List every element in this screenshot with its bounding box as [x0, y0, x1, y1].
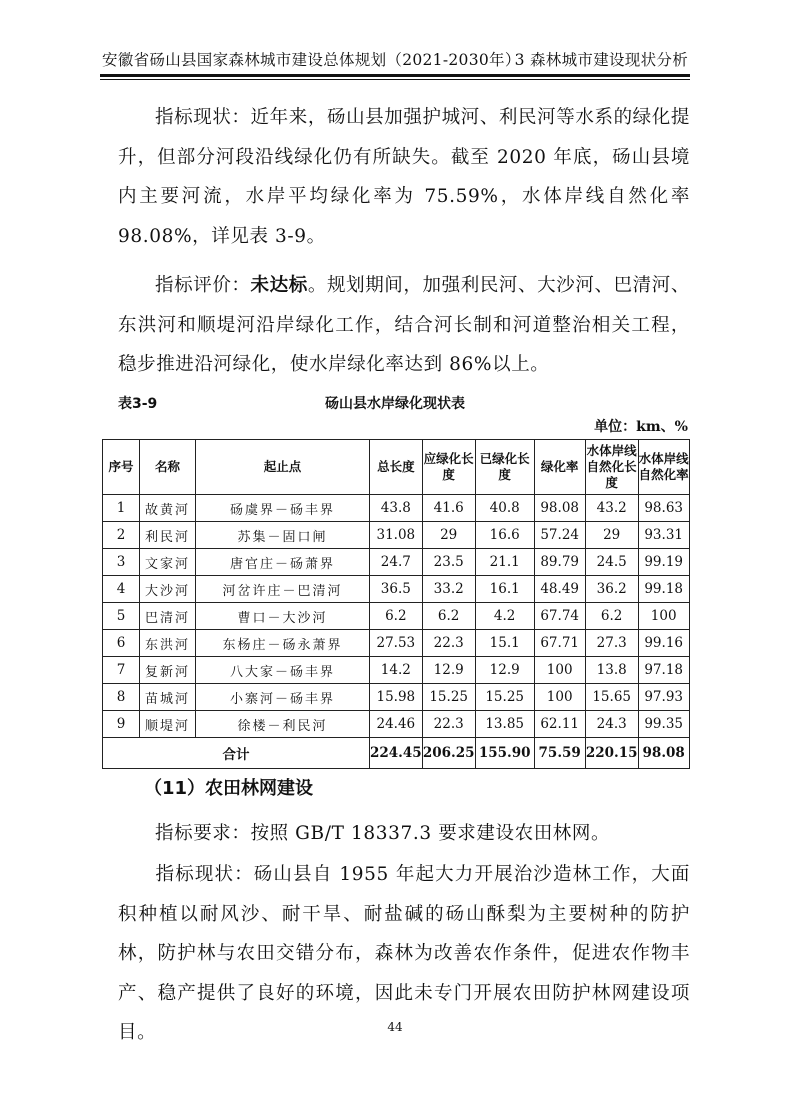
table-row — [103, 549, 690, 576]
cell-index: 6 — [103, 630, 140, 657]
cell-greened-length: 4.2 — [475, 603, 534, 630]
cell-index: 7 — [103, 657, 140, 684]
cell-name: 顺堤河 — [140, 711, 196, 738]
cell-name: 复新河 — [140, 657, 196, 684]
cell-natural-shore-rate: 99.19 — [638, 549, 689, 576]
header-index: 序号 — [103, 440, 140, 495]
cell-required-green-length: 29 — [422, 522, 475, 549]
cell-start-end: 苏集－固口闸 — [196, 522, 370, 549]
paragraph-status — [118, 98, 690, 256]
cell-natural-shore-rate: 97.18 — [638, 657, 689, 684]
paragraph-evaluation — [118, 266, 690, 385]
header-natural-shore-rate: 水体岸线自然化率 — [638, 440, 689, 495]
cell-name: 东洪河 — [140, 630, 196, 657]
cell-green-rate: 100 — [534, 684, 585, 711]
cell-total-length: 15.98 — [370, 684, 423, 711]
cell-natural-shore-length: 13.8 — [585, 657, 638, 684]
cell-greened-length: 13.85 — [475, 711, 534, 738]
paragraph-requirement — [118, 814, 690, 854]
cell-start-end: 八大家－砀丰界 — [196, 657, 370, 684]
total-cell-required-green-length: 206.25 — [422, 738, 475, 769]
total-label: 合计 — [103, 738, 370, 769]
running-header — [102, 48, 688, 70]
cell-index: 3 — [103, 549, 140, 576]
cell-name: 故黄河 — [140, 495, 196, 522]
cell-required-green-length: 12.9 — [422, 657, 475, 684]
table-row — [103, 603, 690, 630]
cell-name: 利民河 — [140, 522, 196, 549]
header-natural-shore-length: 水体岸线自然化长度 — [585, 440, 638, 495]
cell-start-end: 唐官庄－砀萧界 — [196, 549, 370, 576]
cell-start-end: 砀虞界－砀丰界 — [196, 495, 370, 522]
cell-green-rate: 48.49 — [534, 576, 585, 603]
total-cell-natural-shore-length: 220.15 — [585, 738, 638, 769]
header-green-rate: 绿化率 — [534, 440, 585, 495]
evaluation-label: 指标评价： — [155, 275, 251, 296]
cell-index: 5 — [103, 603, 140, 630]
cell-index: 9 — [103, 711, 140, 738]
header-total-length: 总长度 — [370, 440, 423, 495]
cell-green-rate: 67.74 — [534, 603, 585, 630]
header-greened-length: 已绿化长度 — [475, 440, 534, 495]
cell-natural-shore-length: 29 — [585, 522, 638, 549]
table-row — [103, 522, 690, 549]
cell-required-green-length: 41.6 — [422, 495, 475, 522]
header-name: 名称 — [140, 440, 196, 495]
cell-required-green-length: 15.25 — [422, 684, 475, 711]
total-cell-natural-shore-rate: 98.08 — [638, 738, 689, 769]
cell-greened-length: 15.1 — [475, 630, 534, 657]
cell-natural-shore-length: 24.3 — [585, 711, 638, 738]
cell-natural-shore-length: 43.2 — [585, 495, 638, 522]
header-start-end: 起止点 — [196, 440, 370, 495]
cell-name: 苗城河 — [140, 684, 196, 711]
cell-required-green-length: 23.5 — [422, 549, 475, 576]
paragraph-requirement-text: 指标要求：按照 GB/T 18337.3 要求建设农田林网。 — [155, 823, 611, 844]
cell-name: 大沙河 — [140, 576, 196, 603]
cell-required-green-length: 33.2 — [422, 576, 475, 603]
cell-start-end: 徐楼－利民河 — [196, 711, 370, 738]
cell-greened-length: 21.1 — [475, 549, 534, 576]
cell-required-green-length: 6.2 — [422, 603, 475, 630]
table-title: 砀山县水岸绿化现状表 — [325, 396, 465, 412]
cell-natural-shore-rate: 97.93 — [638, 684, 689, 711]
cell-greened-length: 15.25 — [475, 684, 534, 711]
table-row — [103, 657, 690, 684]
header-rule-thick — [100, 74, 690, 77]
cell-total-length: 6.2 — [370, 603, 423, 630]
section-heading: （11）农田林网建设 — [144, 778, 314, 799]
table-header-row — [103, 440, 690, 495]
cell-green-rate: 98.08 — [534, 495, 585, 522]
cell-natural-shore-length: 27.3 — [585, 630, 638, 657]
cell-greened-length: 40.8 — [475, 495, 534, 522]
cell-total-length: 31.08 — [370, 522, 423, 549]
cell-green-rate: 100 — [534, 657, 585, 684]
cell-natural-shore-rate: 98.63 — [638, 495, 689, 522]
cell-total-length: 24.7 — [370, 549, 423, 576]
cell-green-rate: 89.79 — [534, 549, 585, 576]
cell-total-length: 24.46 — [370, 711, 423, 738]
cell-start-end: 曹口－大沙河 — [196, 603, 370, 630]
cell-natural-shore-length: 6.2 — [585, 603, 638, 630]
cell-required-green-length: 22.3 — [422, 630, 475, 657]
table-number: 表3-9 — [118, 396, 158, 412]
table-row — [103, 630, 690, 657]
waterfront-greening-table — [102, 439, 690, 769]
cell-natural-shore-rate: 99.35 — [638, 711, 689, 738]
cell-natural-shore-rate: 93.31 — [638, 522, 689, 549]
total-cell-total-length: 224.45 — [370, 738, 423, 769]
cell-natural-shore-rate: 99.16 — [638, 630, 689, 657]
cell-green-rate: 62.11 — [534, 711, 585, 738]
cell-total-length: 14.2 — [370, 657, 423, 684]
cell-natural-shore-length: 36.2 — [585, 576, 638, 603]
table-row — [103, 576, 690, 603]
cell-total-length: 43.8 — [370, 495, 423, 522]
cell-total-length: 27.53 — [370, 630, 423, 657]
cell-start-end: 河岔许庄－巴清河 — [196, 576, 370, 603]
cell-natural-shore-length: 24.5 — [585, 549, 638, 576]
cell-name: 巴清河 — [140, 603, 196, 630]
evaluation-text: 。规划期间，加强利民河、大沙河、巴清河、东洪河和顺堤河沿岸绿化工作，结合河长制和河道整治相关工程，稳步推进沿河绿化，使水岸绿化率达到 86%以上。 — [118, 275, 690, 375]
cell-green-rate: 67.71 — [534, 630, 585, 657]
cell-index: 8 — [103, 684, 140, 711]
header-chapter-title: 3 森林城市建设现状分析 — [514, 51, 688, 69]
cell-greened-length: 12.9 — [475, 657, 534, 684]
paragraph-status-text: 指标现状：近年来，砀山县加强护城河、利民河等水系的绿化提升，但部分河段沿线绿化仍有所缺失。截至 2020 年底，砀山县境内主要河流，水岸平均绿化率为 75.59%，水体岸线自然化率 98.08%，详见表 3-9。 — [118, 107, 690, 247]
cell-index: 1 — [103, 495, 140, 522]
table-total-row — [103, 738, 690, 769]
cell-greened-length: 16.1 — [475, 576, 534, 603]
total-cell-greened-length: 155.90 — [475, 738, 534, 769]
table-unit: 单位：km、% — [594, 419, 688, 435]
table-row — [103, 495, 690, 522]
cell-natural-shore-rate: 99.18 — [638, 576, 689, 603]
cell-natural-shore-rate: 100 — [638, 603, 689, 630]
header-rule-thin — [100, 79, 690, 80]
cell-name: 文家河 — [140, 549, 196, 576]
table-row — [103, 684, 690, 711]
table-row — [103, 711, 690, 738]
cell-start-end: 东杨庄－砀永萧界 — [196, 630, 370, 657]
header-required-green-length: 应绿化长度 — [422, 440, 475, 495]
cell-natural-shore-length: 15.65 — [585, 684, 638, 711]
paragraph-farmland-status-text: 指标现状：砀山县自 1955 年起大力开展治沙造林工作，大面积种植以耐风沙、耐干旱、耐盐碱的砀山酥梨为主要树种的防护林，防护林与农田交错分布，森林为改善农作条件，促进农作物丰产、稳产提供了良好的环境，因此未专门开展农田防护林网建设项目。 — [118, 864, 690, 1043]
cell-index: 4 — [103, 576, 140, 603]
cell-total-length: 36.5 — [370, 576, 423, 603]
cell-index: 2 — [103, 522, 140, 549]
evaluation-result: 未达标 — [250, 275, 308, 296]
cell-greened-length: 16.6 — [475, 522, 534, 549]
total-cell-green-rate: 75.59 — [534, 738, 585, 769]
header-document-title: 安徽省砀山县国家森林城市建设总体规划（2021-2030年） — [102, 51, 521, 69]
cell-green-rate: 57.24 — [534, 522, 585, 549]
page-number: 44 — [387, 1020, 403, 1034]
cell-start-end: 小寨河－砀丰界 — [196, 684, 370, 711]
cell-required-green-length: 22.3 — [422, 711, 475, 738]
